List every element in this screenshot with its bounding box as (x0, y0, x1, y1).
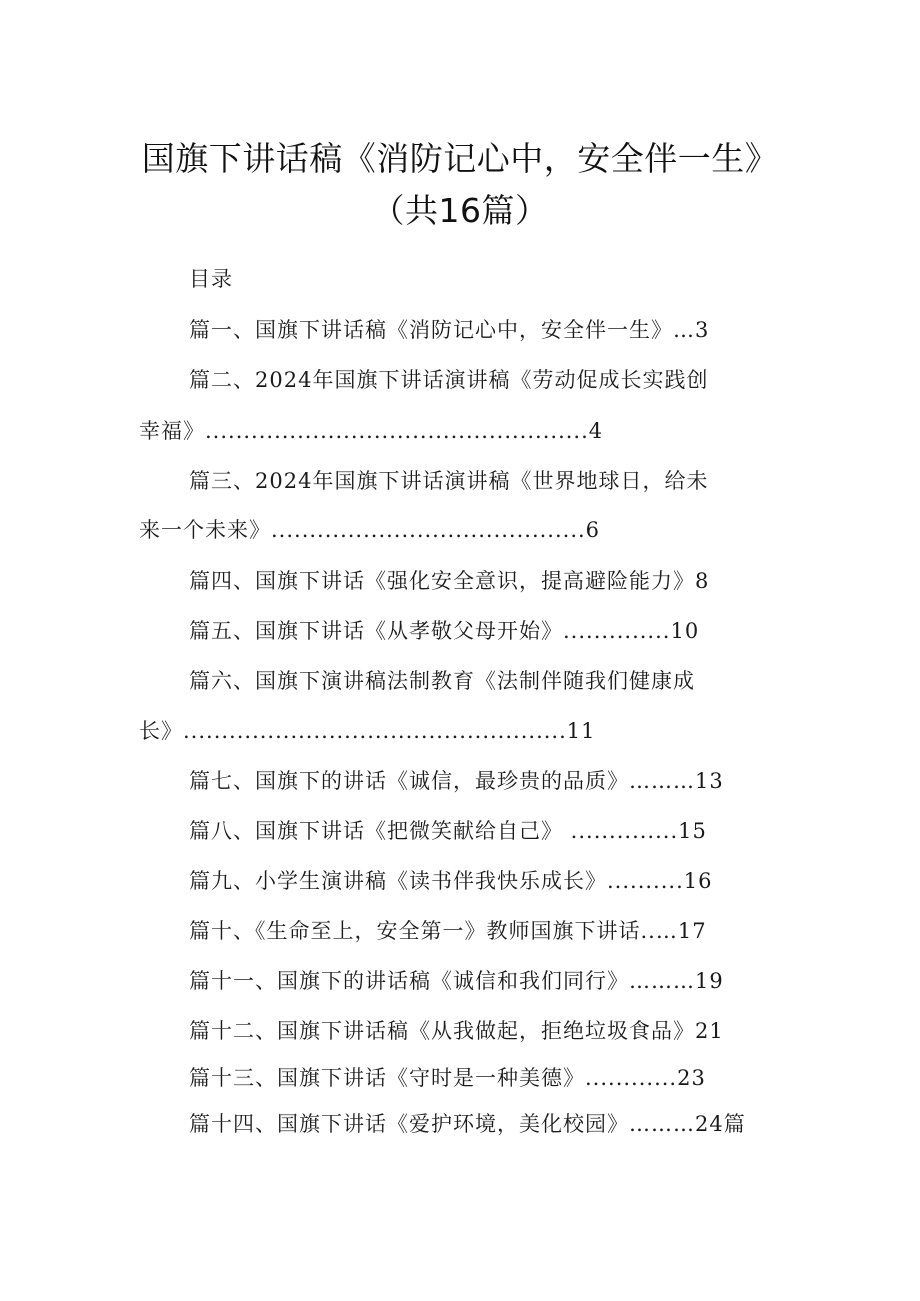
toc-entry-9[interactable]: 篇九、小学生演讲稿《读书伴我快乐成长》..........16 (189, 869, 713, 893)
toc-entry-14[interactable]: 篇十四、国旗下讲话《爱护环境，美化校园》………24篇 (189, 1112, 746, 1136)
toc-entry-13[interactable]: 篇十三、国旗下讲话《守时是一种美德》............23 (189, 1066, 706, 1090)
toc-heading: 目录 (189, 267, 233, 291)
toc-entry-2-line2[interactable]: 幸福》..................................................4 (139, 419, 604, 443)
toc-entry-7[interactable]: 篇七、国旗下的讲话《诚信，最珍贵的品质》………13 (189, 769, 724, 793)
toc-entry-3-line1[interactable]: 篇三、2024年国旗下讲话演讲稿《世界地球日，给未 (189, 469, 709, 493)
toc-entry-5[interactable]: 篇五、国旗下讲话《从孝敬父母开始》..............10 (189, 619, 700, 643)
toc-entry-6-line2[interactable]: 长》..................................................11 (139, 719, 596, 743)
toc-entry-2-line1[interactable]: 篇二、2024年国旗下讲话演讲稿《劳动促成长实践创 (189, 368, 709, 392)
toc-entry-4[interactable]: 篇四、国旗下讲话《强化安全意识，提高避险能力》8 (189, 569, 710, 593)
toc-entry-1[interactable]: 篇一、国旗下讲话稿《消防记心中，安全伴一生》…3 (189, 318, 710, 342)
document-title: 国旗下讲话稿《消防记心中，安全伴一生》 (141, 139, 779, 178)
toc-entry-6-line1[interactable]: 篇六、国旗下演讲稿法制教育《法制伴随我们健康成 (189, 669, 695, 693)
toc-entry-10[interactable]: 篇十、《生命至上，安全第一》教师国旗下讲话..…17 (189, 919, 707, 943)
document-subtitle: （共16篇） (371, 191, 549, 230)
toc-entry-3-line2[interactable]: 来一个未来》.........................................6 (139, 518, 601, 542)
toc-entry-8[interactable]: 篇八、国旗下讲话《把微笑献给自己》 ..............15 (189, 819, 707, 843)
toc-entry-11[interactable]: 篇十一、国旗下的讲话稿《诚信和我们同行》………19 (189, 969, 724, 993)
toc-entry-12[interactable]: 篇十二、国旗下讲话稿《从我做起，拒绝垃圾食品》21 (189, 1019, 724, 1043)
